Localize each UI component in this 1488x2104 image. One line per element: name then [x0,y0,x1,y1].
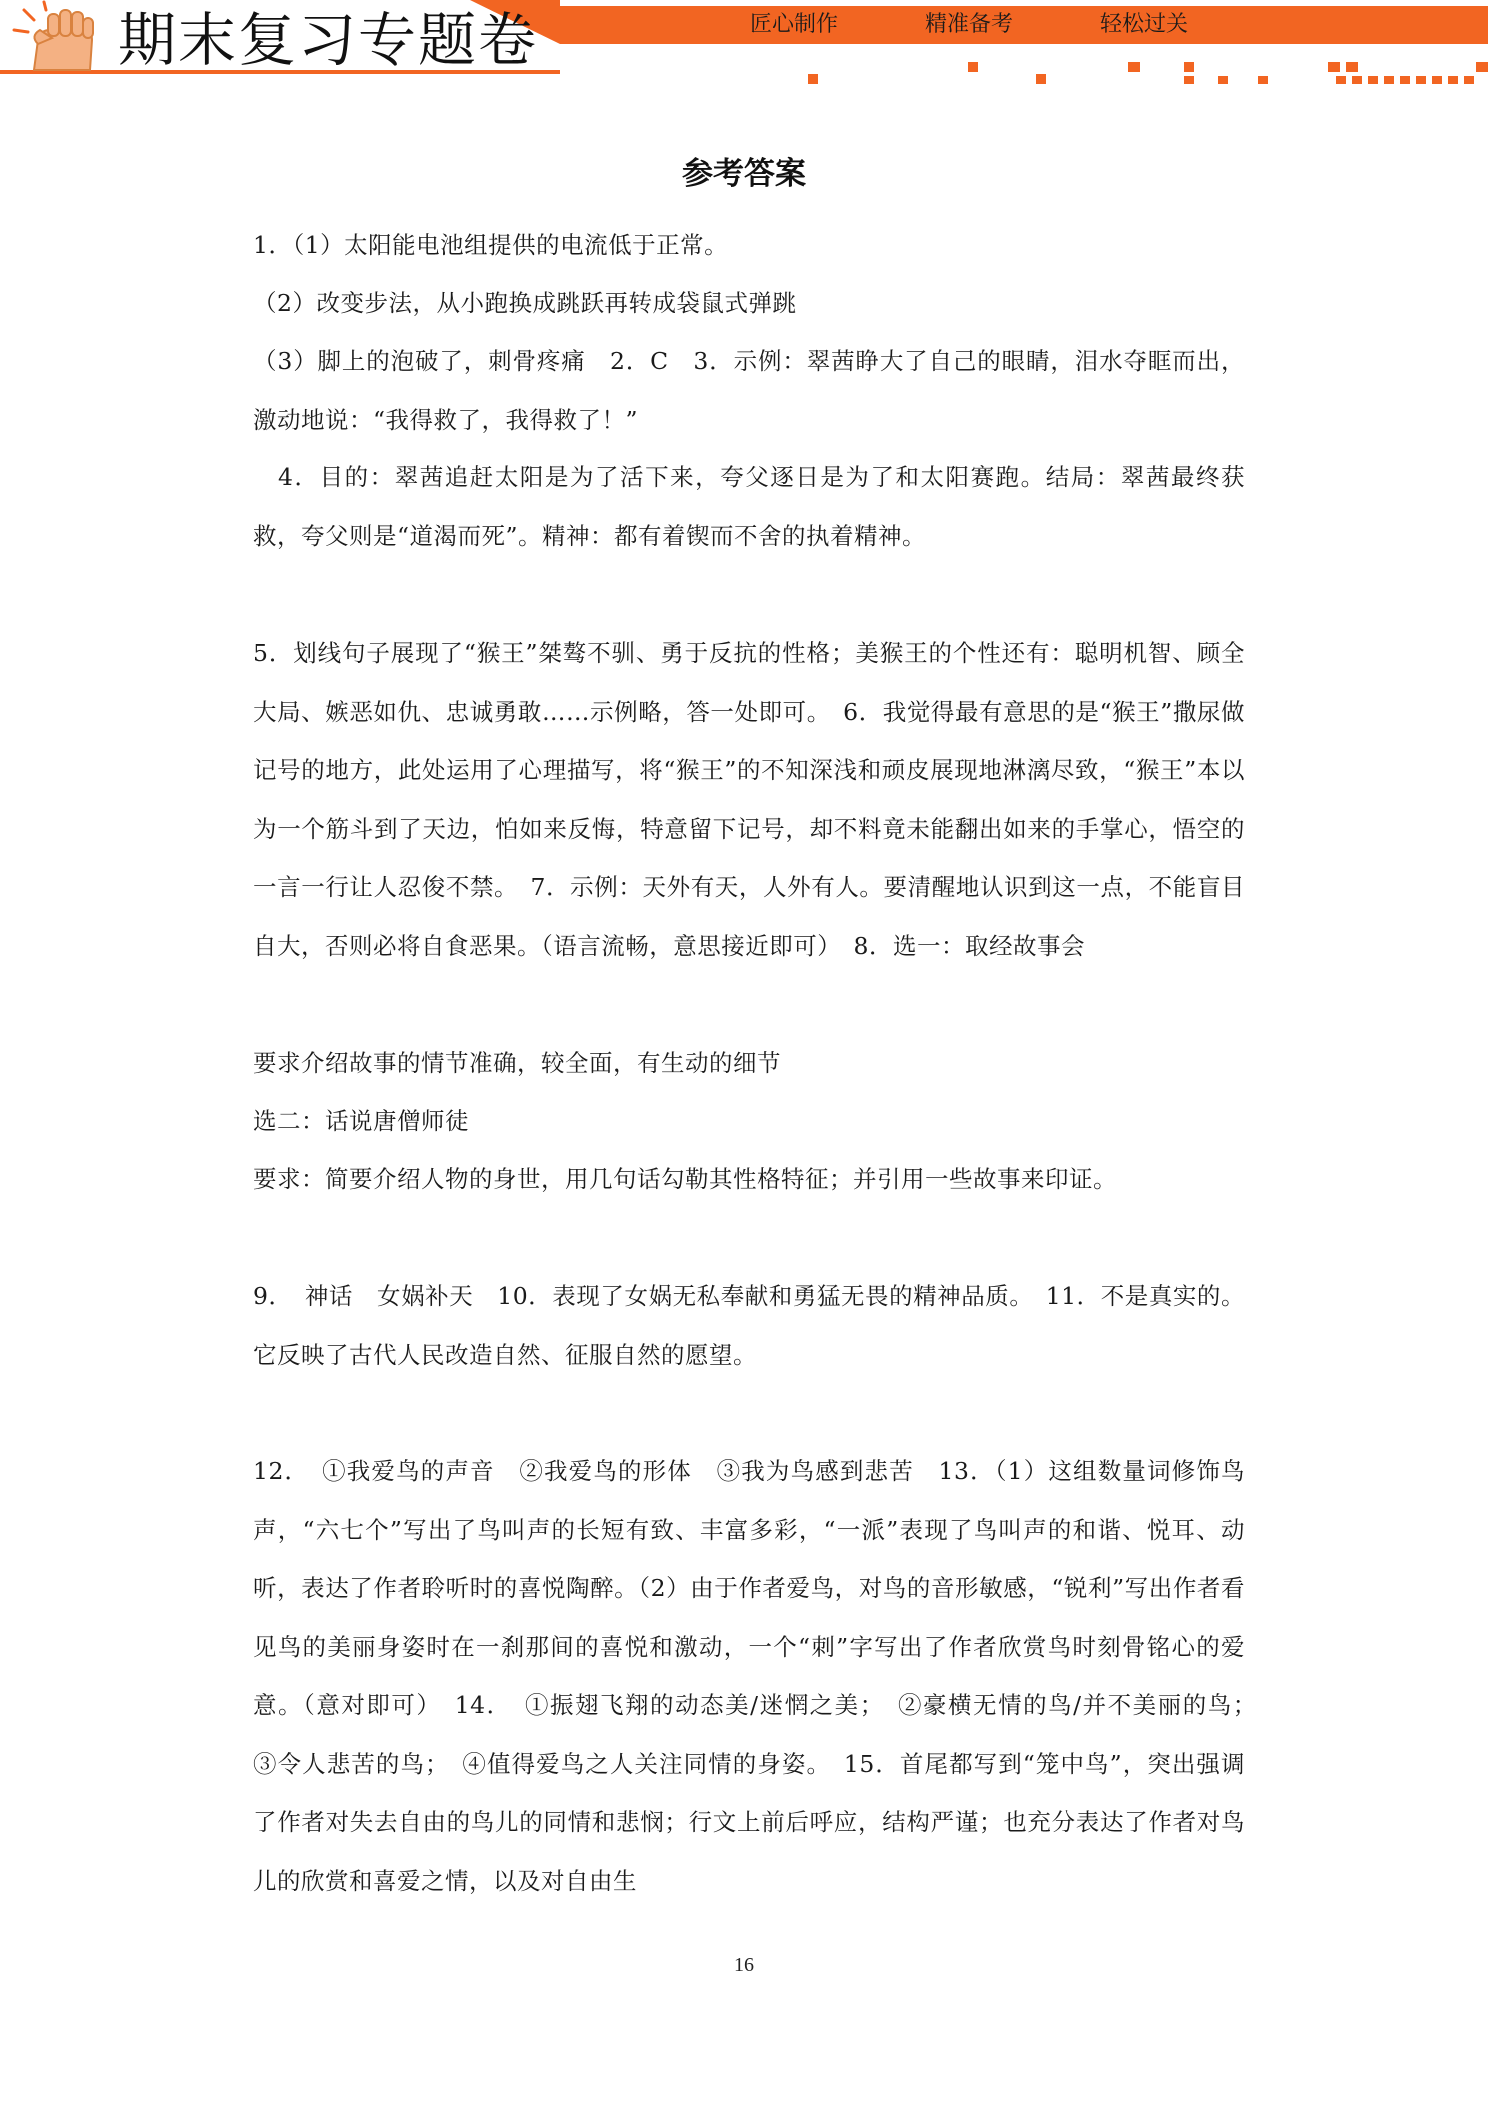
fist-icon [4,0,114,74]
answer-paragraph: 12． ①我爱鸟的声音 ②我爱鸟的形体 ③我为鸟感到悲苦 13．（1）这组数量词修饰鸟声，“六七个”写出了鸟叫声的长短有致、丰富多彩，“一派”表现了鸟叫声的和谐、悦耳、动听，表达了作者聆听时的喜悦陶醉。（2）由于作者爱鸟，对鸟的音形敏感，“锐利”写出作者看见鸟的美丽身姿时在一刹那间的喜悦和激动，一个“刺”字写出了作者欣赏鸟时刻骨铭心的爱意。（意对即可） 14． ①振翅飞翔的动态美/迷惘之美； ②豪横无情的鸟/并不美丽的鸟； ③令人悲苦的鸟； ④值得爱鸟之人关注同情的身姿。 15．首尾都写到“笼中鸟”，突出强调了作者对失去自由的鸟儿的同情和悲悯；行文上前后呼应，结构严谨；也充分表达了作者对鸟儿的欣赏和喜爱之情，以及对自由生 [253,1457,1269,1895]
answer-paragraph: 4．目的：翠茜追赶太阳是为了活下来，夸父逐日是为了和太阳赛跑。结局：翠茜最终获救，夸父则是“道渴而死”。精神：都有着锲而不舍的执着精神。 [253,463,1245,550]
header-banner [0,0,1488,110]
page-number: 16 [734,1954,754,1976]
header-title: 期末复习专题卷 [118,6,539,74]
answer-paragraph: 选二：话说唐僧师徒 [253,1107,469,1135]
answer-paragraph: 要求介绍故事的情节准确，较全面，有生动的细节 [253,1049,781,1077]
answer-paragraph: （2）改变步法，从小跑换成跳跃再转成袋鼠式弹跳 [253,289,797,317]
answer-paragraph: 1．（1）太阳能电池组提供的电流低于正常。 [253,231,729,259]
header-slogan: 匠心制作 精准备考 轻松过关 [750,12,1188,37]
answer-paragraph: 5．划线句子展现了“猴王”桀骜不驯、勇于反抗的性格；美猴王的个性还有：聪明机智、顾全大局、嫉恶如仇、忠诚勇敢……示例略，答一处即可。 6．我觉得最有意思的是“猴王”撒尿做记号的地方，此处运用了心理描写，将“猴王”的不知深浅和顽皮展现地淋漓尽致，“猴王”本以为一个筋斗到了天边，怕如来反悔，特意留下记号，却不料竟未能翻出如来的手掌心，悟空的一言一行让人忍俊不禁。 7．示例：天外有天，人外有人。要清醒地认识到这一点，不能盲目自大，否则必将自食恶果。（语言流畅，意思接近即可） 8．选一：取经故事会 [253,639,1245,960]
answer-paragraph: 要求：简要介绍人物的身世，用几句话勾勒其性格特征；并引用一些故事来印证。 [253,1165,1117,1193]
answer-paragraph: （3）脚上的泡破了，刺骨疼痛 2．C 3．示例：翠茜睁大了自己的眼睛，泪水夺眶而出，激动地说：“我得救了，我得救了！” [253,347,1245,434]
answer-paragraph: 9． 神话 女娲补天 10．表现了女娲无私奉献和勇猛无畏的精神品质。 11．不是真实的。它反映了古代人民改造自然、征服自然的愿望。 [253,1282,1245,1369]
document-title: 参考答案 [682,156,806,192]
